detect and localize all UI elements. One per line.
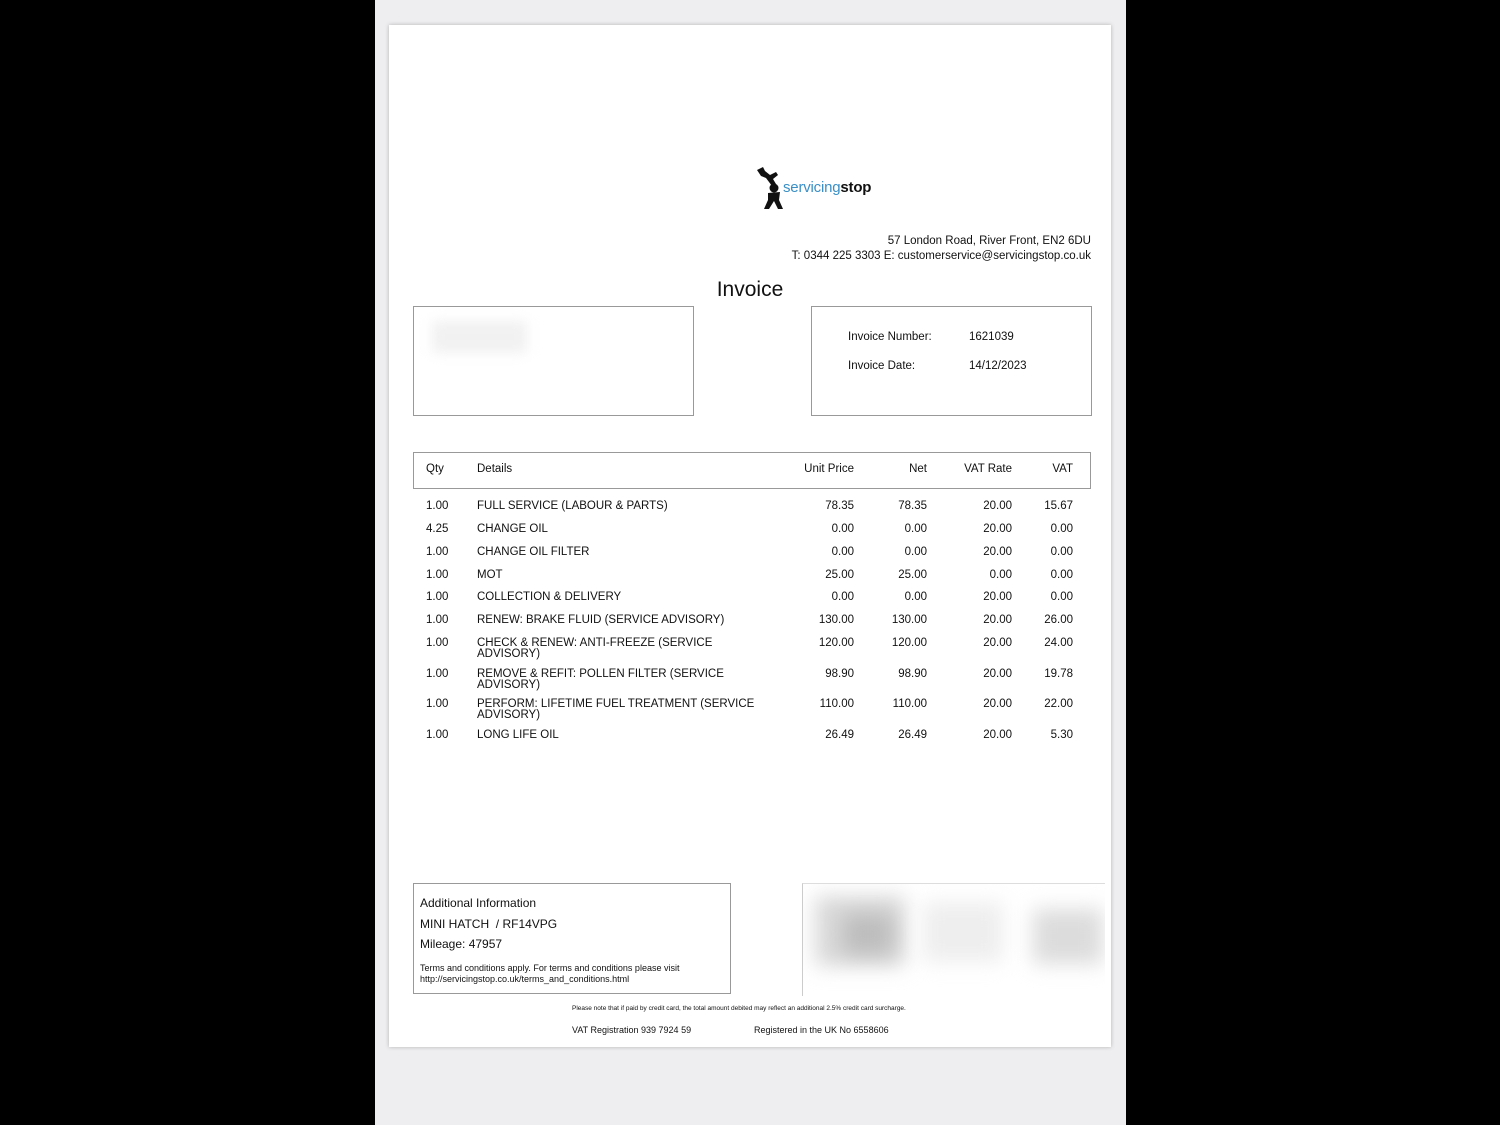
company-contact: T: 0344 225 3303 E: customerservice@servicingstop.co.uk [791, 250, 1091, 262]
row-vat-rate: 20.00 [983, 523, 1012, 535]
row-vat-rate: 20.00 [983, 591, 1012, 603]
header-details: Details [477, 463, 513, 475]
row-vat: 24.00 [1044, 637, 1073, 649]
row-unit-price: 110.00 [819, 698, 854, 710]
row-net: 0.00 [904, 591, 927, 603]
row-vat: 5.30 [1050, 729, 1073, 741]
document-title: Invoice [716, 278, 784, 301]
logo-wordmark: servicingstop [783, 179, 872, 196]
row-vat: 0.00 [1050, 523, 1073, 535]
row-net: 78.35 [898, 500, 927, 512]
row-net: 120.00 [891, 637, 927, 649]
row-vat-rate: 20.00 [983, 668, 1012, 680]
terms-text: Terms and conditions apply. For terms and conditions please visit [420, 963, 680, 973]
row-qty: 4.25 [426, 523, 449, 535]
redacted-customer-address [432, 321, 527, 353]
row-vat-rate: 20.00 [983, 614, 1012, 626]
row-details: CHANGE OIL FILTER [477, 546, 590, 558]
row-details: CHECK & RENEW: ANTI-FREEZE (SERVICE ADVISORY) [477, 637, 713, 660]
row-net: 98.90 [898, 668, 927, 680]
row-vat-rate: 20.00 [983, 729, 1012, 741]
row-vat-rate: 20.00 [983, 637, 1012, 649]
row-unit-price: 26.49 [825, 729, 854, 741]
row-qty: 1.00 [426, 546, 449, 558]
row-details: CHANGE OIL [477, 523, 548, 535]
row-vat-rate: 20.00 [983, 500, 1012, 512]
row-qty: 1.00 [426, 569, 449, 581]
additional-info-heading: Additional Information [420, 896, 537, 910]
row-vat: 0.00 [1050, 546, 1073, 558]
row-details: PERFORM: LIFETIME FUEL TREATMENT (SERVICE ADVISORY) [477, 698, 755, 721]
row-vat-rate: 0.00 [989, 569, 1012, 581]
row-qty: 1.00 [426, 698, 449, 710]
header-unit-price: Unit Price [804, 463, 854, 475]
row-qty: 1.00 [426, 729, 449, 741]
row-vat: 26.00 [1044, 614, 1073, 626]
invoice-number-value: 1621039 [969, 331, 1014, 343]
row-unit-price: 0.00 [831, 523, 854, 535]
header-vat-rate: VAT Rate [964, 463, 1012, 475]
row-details: FULL SERVICE (LABOUR & PARTS) [477, 500, 668, 512]
row-unit-price: 98.90 [825, 668, 854, 680]
header-net: Net [909, 463, 927, 475]
row-vat-rate: 20.00 [983, 698, 1012, 710]
row-unit-price: 120.00 [818, 637, 854, 649]
row-details: RENEW: BRAKE FLUID (SERVICE ADVISORY) [477, 614, 725, 626]
row-unit-price: 130.00 [818, 614, 854, 626]
row-vat-rate: 20.00 [983, 546, 1012, 558]
row-net: 130.00 [891, 614, 927, 626]
row-qty: 1.00 [426, 500, 449, 512]
row-vat: 19.78 [1044, 668, 1073, 680]
row-details: COLLECTION & DELIVERY [477, 591, 622, 603]
row-vat: 0.00 [1050, 569, 1073, 581]
header-qty: Qty [426, 463, 444, 475]
row-net: 0.00 [904, 523, 927, 535]
row-details: MOT [477, 569, 503, 581]
customer-address-box [413, 306, 694, 416]
vehicle-info: MINI HATCH / RF14VPG [420, 917, 558, 931]
row-qty: 1.00 [426, 668, 449, 680]
row-qty: 1.00 [426, 614, 449, 626]
vat-registration: VAT Registration 939 7924 59 [572, 1025, 692, 1035]
row-qty: 1.00 [426, 637, 449, 649]
row-net: 25.00 [898, 569, 927, 581]
row-unit-price: 0.00 [831, 546, 854, 558]
terms-link[interactable]: http://servicingstop.co.uk/terms_and_conditions.html [420, 974, 630, 984]
mileage-info: Mileage: 47957 [420, 937, 503, 951]
totals-box-redacted [802, 883, 1105, 996]
company-address: 57 London Road, River Front, EN2 6DU [887, 235, 1091, 247]
row-unit-price: 78.35 [825, 500, 854, 512]
company-registration: Registered in the UK No 6558606 [754, 1025, 889, 1035]
row-vat: 22.00 [1044, 698, 1073, 710]
invoice-number-label: Invoice Number: [848, 331, 932, 343]
row-unit-price: 0.00 [831, 591, 854, 603]
row-net: 26.49 [898, 729, 927, 741]
row-details: REMOVE & REFIT: POLLEN FILTER (SERVICE ADVISORY) [477, 668, 724, 691]
row-vat: 0.00 [1050, 591, 1073, 603]
credit-card-note: Please note that if paid by credit card, the total amount debited may reflect an additional 2.5% credit card surcharge. [572, 1005, 906, 1012]
invoice-date-label: Invoice Date: [848, 360, 916, 372]
invoice-date-value: 14/12/2023 [969, 360, 1027, 372]
row-unit-price: 25.00 [825, 569, 854, 581]
header-vat: VAT [1052, 463, 1073, 475]
row-details: LONG LIFE OIL [477, 729, 559, 741]
row-vat: 15.67 [1044, 500, 1073, 512]
row-qty: 1.00 [426, 591, 449, 603]
row-net: 110.00 [892, 698, 927, 710]
row-net: 0.00 [904, 546, 927, 558]
